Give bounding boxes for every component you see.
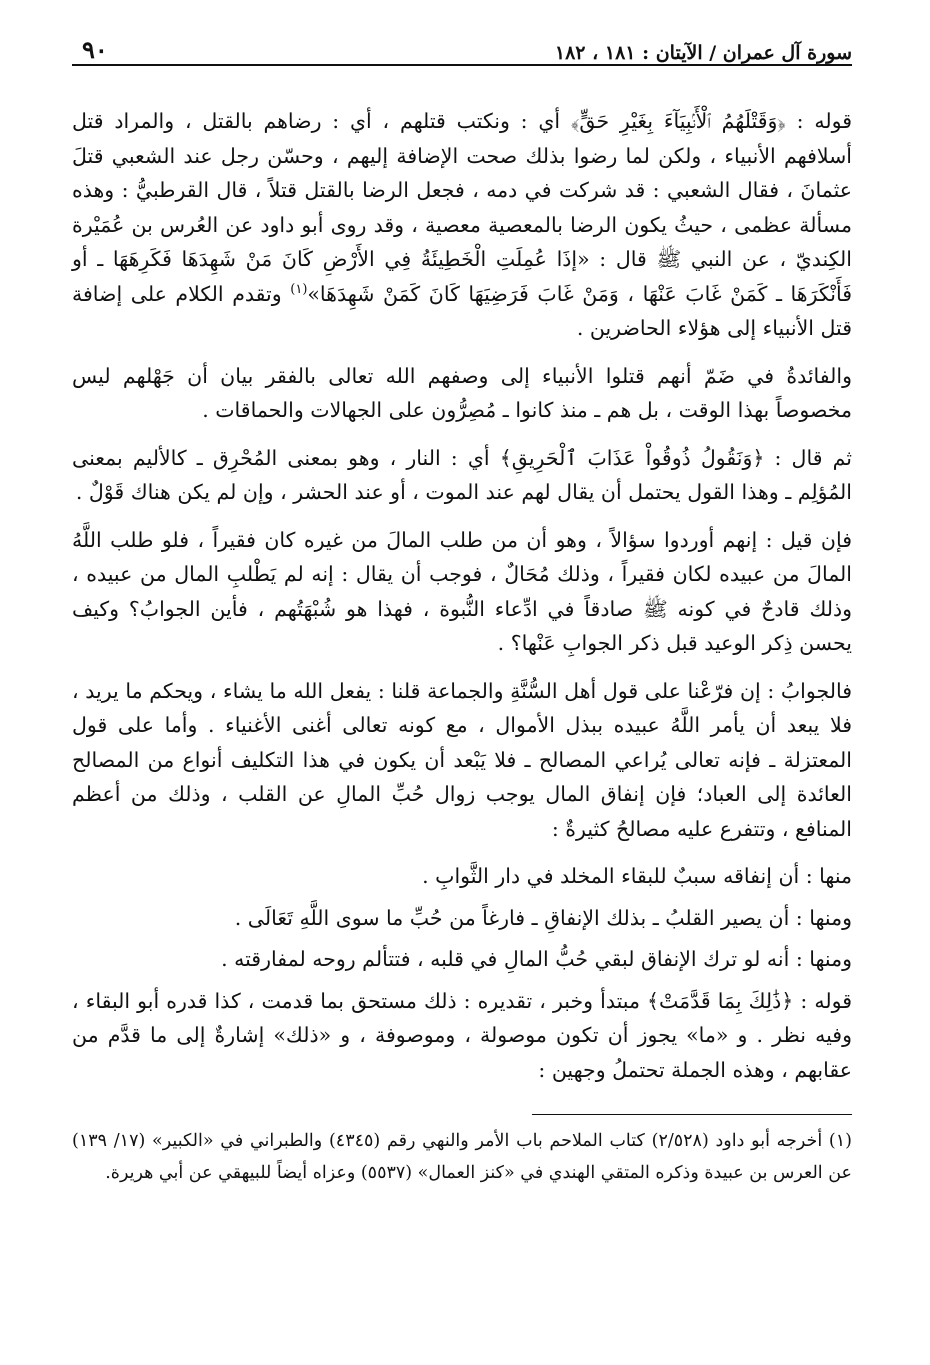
- footnote-separator: [532, 1114, 852, 1115]
- paragraph-9: قوله : ﴿ذَٰلِكَ بِمَا قَدَّمَتْ﴾ مبتدأ وخبر ، تقديره : ذلك مستحق بما قدمت ، كذا قدره أبو البقاء ، وفيه نظر . و «ما» يجوز أن تكون موصولة ، وموصوفة ، و «ذلك» إشارةٌ إلى ما قدَّم من عقابهم ، وهذه الجملة تحتملُ وجهين :: [72, 988, 852, 1082]
- footnote-separator-wrap: [72, 1100, 852, 1125]
- paragraph-text: قوله : ﴿وَقَتْلَهُمُ ٱلْأَنۢبِيَآءَ بِغَيْرِ حَقٍّ﴾ أي : ونكتب قتلهم ، أي : رضاهم بالقتل ، والمراد قتل أسلافهم الأنبياء ، ولكن لما رضوا بذلك صحت الإضافة إليهم ، وحسّن رجل عند الشعبي قتلَ عثمانَ ، فقال الشعبي : قد شركت في دمه ، فجعل الرضا بالقتل قتلاً ، قال القرطبيُّ : وهذه مسألة عظمى ، حيثُ يكون الرضا بالمعصية معصية ، وقد روى أبو داود عن العُرس بن عُمَيْرة الكِنديّ ، عن النبي ﷺ قال : «إذَا عُمِلَتِ الْخَطِيئَةُ فِي الأَرْضِ كَانَ مَنْ شَهِدَهَا فَكَرِهَهَا ـ أو فَأَنْكَرَهَا ـ كَمَنْ غَابَ عَنْهَا ، وَمَنْ غَابَ فَرَضِيَهَا كَانَ كَمَنْ شَهِدَهَا»: [72, 109, 852, 306]
- footnote-1: (١) أخرجه أبو داود (٢/٥٢٨) كتاب الملاحم باب الأمر والنهي رقم (٤٣٤٥) والطبراني في «الكبير» (١٧/ ١٣٩) عن العرس بن عبيدة وذكره المتقي الهندي في «كنز العمال» (٥٥٣٧) وعزاه أيضاً للبيهقي عن أبي هريرة.: [72, 1131, 852, 1183]
- page-number: ٩٠: [82, 35, 108, 64]
- list-item: منها : أن إنفاقه سببٌ للبقاء المخلد في دار الثَّوابِ .: [422, 864, 852, 888]
- footnotes: [72, 1125, 852, 1189]
- paragraph-4: فإن قيل : إنهم أوردوا سؤالاً ، وهو أن من طلب المالَ من غيره كان فقيراً ، فلو طلب اللَّهُ المالَ من عبيده لكان فقيراً ، وذلك مُحَالٌ ، فوجب أن يقال : إنه لم يَطْلبِ المال من عبيده ، وذلك قادحٌ في كونه ﷺ صادقاً في ادِّعاء النُّبوة ، فهذا هو شُبْهَتُهم ، فأين الجوابُ؟ وكيف يحسن ذِكر الوعيد قبل ذكر الجوابِ عَنْها؟ .: [72, 527, 852, 655]
- main-text: [72, 104, 852, 1087]
- paragraph-1: [72, 104, 852, 346]
- book-page: [72, 30, 852, 1345]
- paragraph-text-tail: وتقدم الكلام على إضافة قتل الأنبياء إلى هؤلاء الحاضرين .: [72, 281, 852, 340]
- list-item: ومنها : أنه لو ترك الإنفاق لبقي حُبُّ المالِ في قلبه ، فتتألم روحه لمفارقته .: [221, 947, 852, 971]
- paragraph-5: فالجوابُ : إن فرّعْنا على قول أهل السُّنَّةِ والجماعة قلنا : يفعل الله ما يشاء ، ويحكم ما يريد ، فلا يبعد أن يأمر اللَّهُ عبيده ببذل الأموال ، مع كونه تعالى أغنى الأغنياء . وأما على قول المعتزلة ـ فإنه تعالى يُراعي المصالح ـ فلا يَبْعد أن يكون في هذا التكليف أنواع من المصالح العائدة إلى العباد؛ فإن إنفاق المال يوجب زوال حُبِّ المالِ عن القلب ، وذلك من أعظم المنافع ، وتتفرع عليه مصالحُ كثيرةٌ :: [72, 678, 852, 841]
- header-title: سورة آل عمران / الآيتان : ١٨١ ، ١٨٢: [554, 42, 852, 64]
- running-header: [72, 30, 852, 66]
- footnote-reference[interactable]: (١): [290, 281, 308, 297]
- paragraph-2: والفائدةُ في ضَمّ أنهم قتلوا الأنبياء إلى وصفهم الله تعالى بالفقر بيان أن جَهْلهم ليس مخصوصاً بهذا الوقت ، بل هم ـ منذ كانوا ـ مُصِرُّون على الجهالات والحماقات .: [72, 363, 852, 422]
- list-item: ومنها : أن يصير القلبُ ـ بذلك الإنفاقِ ـ فارغاً من حُبِّ ما سوى اللَّهِ تَعَالَى .: [234, 905, 852, 930]
- paragraph-3: ثم قال : ﴿وَنَقُولُ ذُوقُواْ عَذَابَ ٱلْحَرِيقِ﴾ أي : النار ، وهو بمعنى المُحْرِق ـ كالأليم بمعنى المُؤلِم ـ وهذا القول يحتمل أن يقال لهم عند الموت ، أو عند الحشر ، وإن لم يكن هناك قَوْلٌ .: [72, 445, 852, 504]
